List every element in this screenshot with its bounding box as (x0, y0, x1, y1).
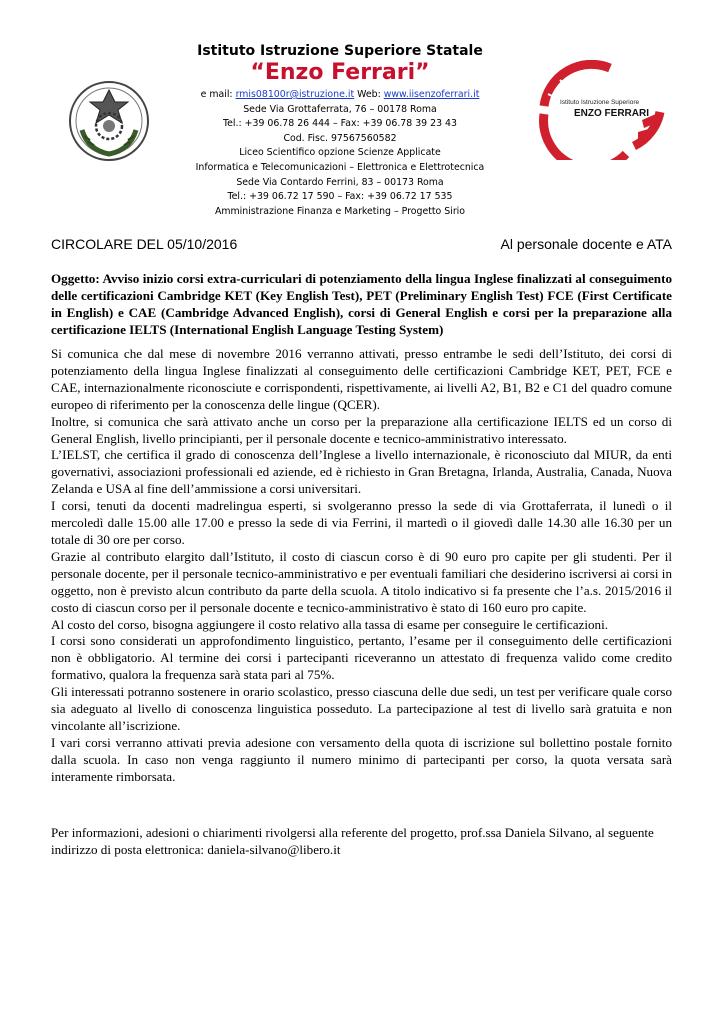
contact-line (170, 88, 510, 103)
header-line-address-1: Sede Via Grottaferrata, 76 – 00178 Roma (243, 103, 437, 115)
header-line-phone-2: Tel.: +39 06.72 17 590 – Fax: +39 06.72 17 535 (227, 191, 453, 203)
header-line-phone-1: Tel.: +39 06.78 26 444 – Fax: +39 06.78 39 23 43 (223, 118, 457, 130)
circular-date: CIRCOLARE DEL 05/10/2016 (51, 236, 238, 252)
header-line-course-2: Informatica e Telecomunicazioni – Elettronica e Elettrotecnica (195, 161, 485, 173)
circular-recipients: Al personale docente e ATA (500, 236, 672, 252)
body-paragraph-4: I corsi, tenuti da docenti madrelingua esperti, si svolgeranno presso la sede di via Grottaferrata, il lunedì o il mercoledì dalle 15.00 alle 17.00 e presso la sede di via Ferrini, il martedì o il giovedì dalle 14.30 alle 16.30 per un totale di 30 ore per corso. (51, 498, 672, 547)
body-paragraph-8: Gli interessati potranno sostenere in orario scolastico, presso ciascuna delle due sedi, un test per verificare quale corso sia adeguato al livello di conoscenza linguistica posseduto. La partecipazione al test di livello sarà gratuita e non vincolante all’iscrizione. (51, 684, 672, 733)
subject-paragraph: Oggetto: Avviso inizio corsi extra-curriculari di potenziamento della lingua Inglese finalizzati al conseguimento delle certificazioni Cambridge KET (Key English Test), PET (Preliminary English Test) FCE (First Certificate in English) e CAE (Cambridge Advanced English), corsi di General English e corsi per la preparazione alla certificazione IELTS (International English Language Testing System) (51, 271, 672, 337)
web-label: Web: (357, 89, 381, 100)
header-line-address-2: Sede Via Contardo Ferrini, 83 – 00173 Roma (236, 176, 444, 188)
body-paragraph-1: Si comunica che dal mese di novembre 2016 verranno attivati, presso entrambe le sedi dell’Istituto, dei corsi di potenziamento della lingua Inglese finalizzati al conseguimento delle certificazioni Cambridge KET, PET, FCE e CAE, internazionalmente riconosciute e corrispondenti, rispettivamente, ai livelli A2, B1, B2 e C1 del quadro comune europeo di riferimento per la conoscenza delle lingue (QCER). (51, 346, 672, 412)
body-paragraph-9: I vari corsi verranno attivati previa adesione con versamento della quota di iscrizione sul bollettino postale fornito dalla scuola. In caso non venga raggiunto il numero minimo di partecipanti per corso, la quota versata sarà interamente rimborsata. (51, 734, 672, 784)
contact-info-paragraph: Per informazioni, adesioni o chiarimenti rivolgersi alla referente del progetto, prof.ssa Daniela Silvano, al seguente indirizzo di posta elettronica: daniela-silvano@libero.it (51, 825, 654, 857)
header-line-course-1: Liceo Scientifico opzione Scienze Applicate (239, 147, 441, 159)
body-paragraph-7: I corsi sono considerati un approfondimento linguistico, pertanto, l’esame per il conseguimento delle certificazioni non è obbligatorio. Al termine dei corsi i partecipanti riceveranno un attestato di frequenza valido come credito formativo, qualora la frequenza sarà stata pari al 75%. (51, 633, 672, 683)
logo-subtitle: Istituto Istruzione Superiore (560, 99, 640, 106)
institute-header (170, 42, 510, 219)
republic-emblem-seal (68, 80, 150, 162)
email-label: e mail: (200, 89, 233, 100)
email-link[interactable]: rmis08100r@istruzione.it (235, 89, 355, 100)
body-text (51, 346, 672, 786)
header-line-course-3: Amministrazione Finanza e Marketing – Progetto Sirio (214, 205, 466, 217)
circular-header-row (51, 235, 672, 253)
body-paragraph-6: Al costo del corso, bisogna aggiungere il costo relativo alla tassa di esame per conseguire le certificazioni. (51, 616, 609, 632)
website-link[interactable]: www.iisenzoferrari.it (383, 89, 480, 100)
enzo-ferrari-logo (530, 60, 676, 160)
header-line-fiscal-code: Cod. Fisc. 97567560582 (283, 132, 397, 144)
logo-title: ENZO FERRARI (574, 108, 649, 119)
body-paragraph-2: Inoltre, si comunica che sarà attivato anche un corso per la preparazione alla certificazione IELTS ed un corso di General English, livello principianti, per il personale docente e tecnico-amministrativo interessato. (51, 413, 672, 446)
body-paragraph-3: L’IELST, che certifica il grado di conoscenza dell’Inglese a livello internazionale, è riconosciuto dal MIUR, da enti governativi, associazioni professionali ed aziende, ed è richiesto in Gran Bretagna, Irlanda, Australia, Canada, Nuova Zelanda e USA al fine dell’ammissione a corsi universitari. (51, 447, 672, 497)
body-paragraph-5: Grazie al contributo elargito dall’Istituto, il costo di ciascun corso è di 90 euro pro capite per gli studenti. Per il personale docente, per il personale tecnico-amministrativo e per eventuali familiari che desiderino iscriversi ai corsi in oggetto, non è previsto alcun contributo da parte della scuola. A titolo indicativo si fa presente che l’a.s. 2015/2016 il costo di ciascun corso per il personale docente e tecnico-amministrativo è stato di 160 euro pro capite. (51, 548, 672, 615)
institute-name: Istituto Istruzione Superiore Statale (197, 43, 483, 59)
institute-title: “Enzo Ferrari” (250, 60, 430, 85)
